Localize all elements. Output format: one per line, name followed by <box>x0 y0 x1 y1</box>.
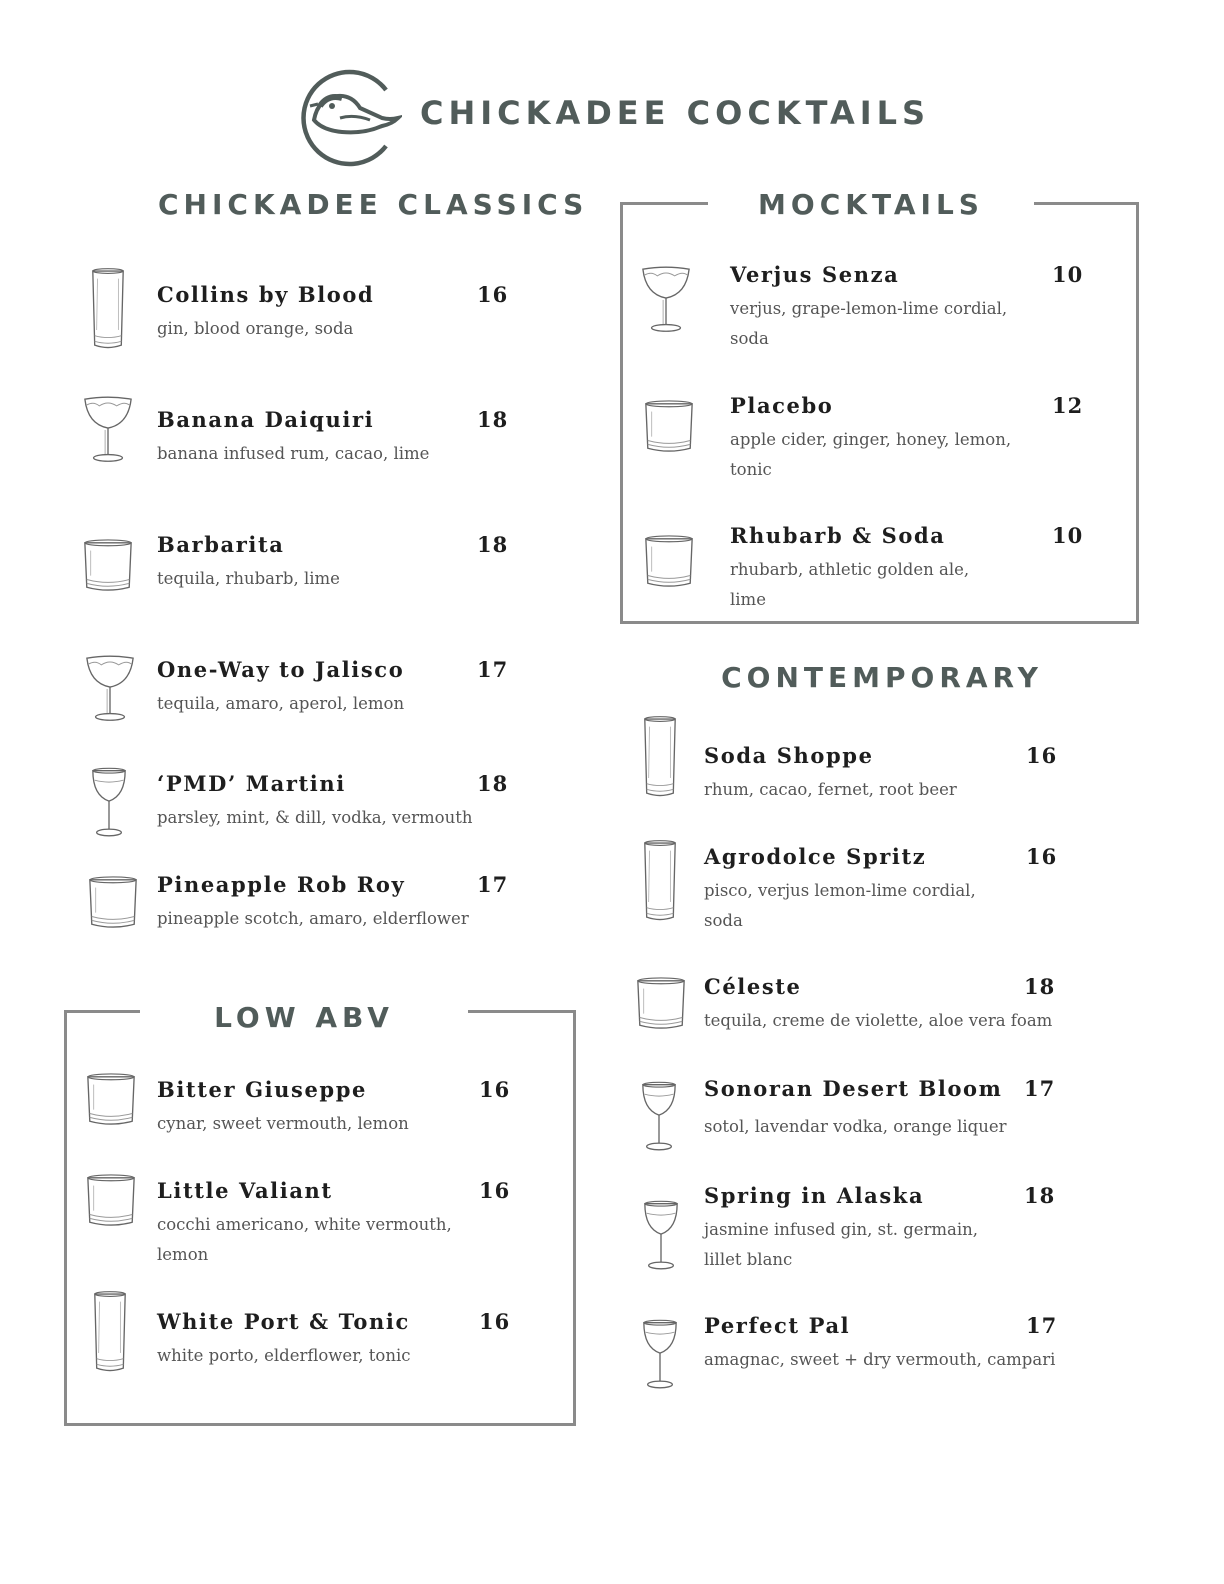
drink-price: 12 <box>1052 393 1084 418</box>
drink-price: 18 <box>477 771 509 796</box>
drink-description: cynar, sweet vermouth, lemon <box>157 1114 409 1133</box>
drink-description: rhubarb, athletic golden ale, lime <box>730 560 970 609</box>
drink-price: 17 <box>1024 1076 1056 1101</box>
nick-and-nora-glass-icon <box>90 766 128 840</box>
drink-name: Agrodolce Spritz <box>704 844 927 869</box>
drink-name: Sonoran Desert Bloom <box>704 1076 1003 1101</box>
drink-name: Rhubarb & Soda <box>730 523 946 548</box>
drink-price: 18 <box>1024 1183 1056 1208</box>
rocks-glass-icon <box>84 1172 138 1230</box>
drink-name: ‘PMD’ Martini <box>157 771 346 796</box>
drink-description: pineapple scotch, amaro, elderflower <box>157 909 469 928</box>
drink-name: Barbarita <box>157 532 285 557</box>
drink-name: Banana Daiquiri <box>157 407 375 432</box>
rocks-glass-icon <box>642 398 696 456</box>
drink-description: cocchi americano, white vermouth, lemon <box>157 1215 452 1264</box>
drink-name: One-Way to Jalisco <box>157 657 405 682</box>
drink-name: Pineapple Rob Roy <box>157 872 406 897</box>
rocks-glass-icon <box>86 874 140 932</box>
drink-description: tequila, amaro, aperol, lemon <box>157 694 405 713</box>
drink-name: Little Valiant <box>157 1178 333 1203</box>
coupe-glass-icon <box>640 263 692 335</box>
drink-name: Verjus Senza <box>730 262 900 287</box>
drink-description: tequila, creme de violette, aloe vera foam <box>704 1011 1053 1030</box>
drink-price: 16 <box>477 282 509 307</box>
chickadee-logo-icon <box>294 68 402 168</box>
drink-description: sotol, lavendar vodka, orange liquer <box>704 1117 1007 1136</box>
coupe-glass-icon <box>84 652 136 724</box>
drink-name: Spring in Alaska <box>704 1183 925 1208</box>
drink-price: 17 <box>477 872 509 897</box>
drink-name: Collins by Blood <box>157 282 375 307</box>
drink-price: 16 <box>1026 844 1058 869</box>
drink-description: parsley, mint, & dill, vodka, vermouth <box>157 808 473 827</box>
drink-price: 16 <box>479 1077 511 1102</box>
coupe-glass-icon <box>82 393 134 465</box>
brand-header <box>294 68 931 168</box>
rocks-glass-icon <box>84 1071 138 1129</box>
drink-price: 10 <box>1052 523 1084 548</box>
drink-name: Soda Shoppe <box>704 743 874 768</box>
drink-description: amagnac, sweet + dry vermouth, campari <box>704 1350 1056 1369</box>
drink-description: pisco, verjus lemon-lime cordial, soda <box>704 881 976 930</box>
highball-glass-icon <box>89 266 127 354</box>
drink-price: 17 <box>1026 1313 1058 1338</box>
drink-description: gin, blood orange, soda <box>157 319 354 338</box>
highball-glass-icon <box>641 838 679 926</box>
section-title-contemporary: CONTEMPORARY <box>721 661 1043 694</box>
section-title-mocktails: MOCKTAILS <box>758 188 984 221</box>
drink-name: Céleste <box>704 974 802 999</box>
drink-description: white porto, elderflower, tonic <box>157 1346 411 1365</box>
section-title-classics: CHICKADEE CLASSICS <box>158 188 589 221</box>
nick-and-nora-glass-icon <box>641 1318 679 1392</box>
nick-and-nora-glass-icon <box>640 1080 678 1154</box>
drink-description: rhum, cacao, fernet, root beer <box>704 780 957 799</box>
drink-description: apple cider, ginger, honey, lemon, tonic <box>730 430 1012 479</box>
drink-price: 10 <box>1052 262 1084 287</box>
nick-and-nora-glass-icon <box>642 1199 680 1273</box>
drink-price: 16 <box>479 1178 511 1203</box>
drink-price: 18 <box>1024 974 1056 999</box>
drink-price: 18 <box>477 407 509 432</box>
highball-glass-icon <box>641 714 679 802</box>
drink-description: banana infused rum, cacao, lime <box>157 444 430 463</box>
rocks-glass-icon <box>642 533 696 591</box>
drink-name: Bitter Giuseppe <box>157 1077 367 1102</box>
brand-title: CHICKADEE COCKTAILS <box>420 94 931 132</box>
highball-glass-icon <box>91 1289 129 1377</box>
drink-description: tequila, rhubarb, lime <box>157 569 340 588</box>
drink-price: 16 <box>1026 743 1058 768</box>
rocks-glass-icon <box>634 975 688 1033</box>
drink-name: Placebo <box>730 393 834 418</box>
drink-name: White Port & Tonic <box>157 1309 410 1334</box>
drink-name: Perfect Pal <box>704 1313 851 1338</box>
drink-price: 17 <box>477 657 509 682</box>
drink-description: jasmine infused gin, st. germain, lillet blanc <box>704 1220 979 1269</box>
section-title-low-abv: LOW ABV <box>214 1001 394 1034</box>
drink-description: verjus, grape-lemon-lime cordial, soda <box>730 299 1008 348</box>
rocks-glass-icon <box>81 537 135 595</box>
drink-price: 16 <box>479 1309 511 1334</box>
drink-price: 18 <box>477 532 509 557</box>
